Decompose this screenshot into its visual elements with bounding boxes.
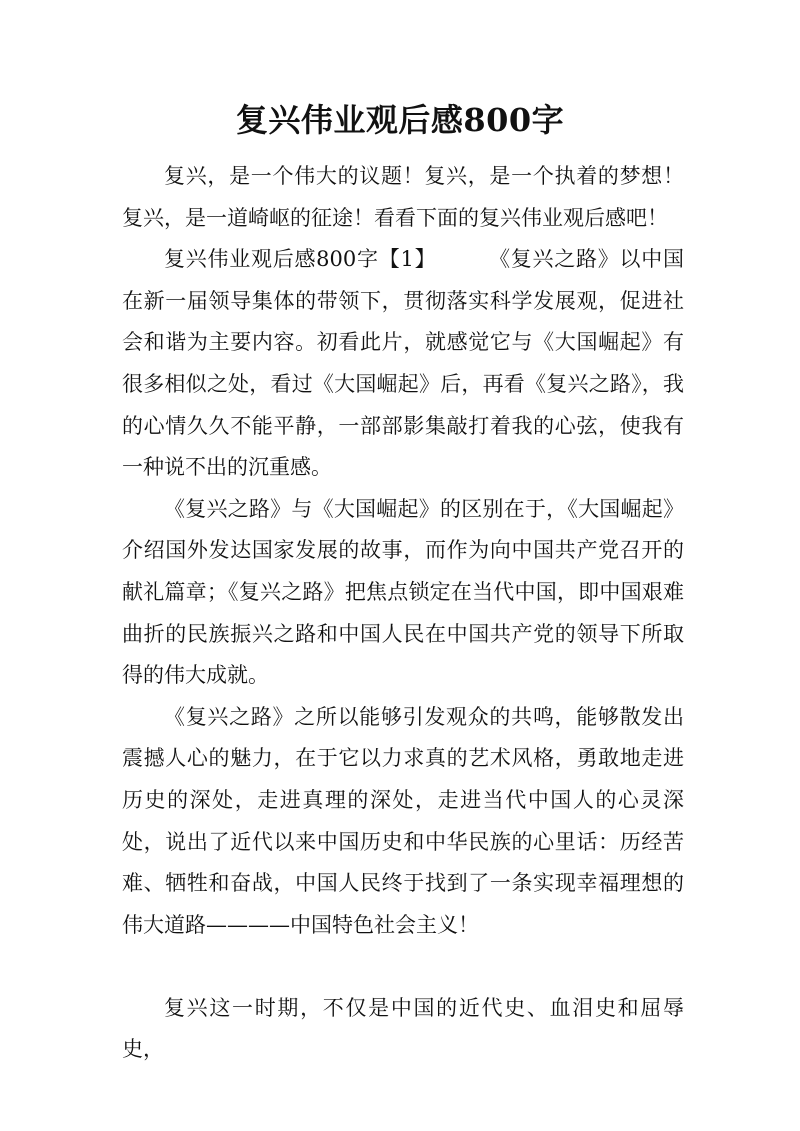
resonance-paragraph: 《复兴之路》之所以能够引发观众的共鸣，能够散发出震撼人心的魅力，在于它以力求真的艺术风格，勇敢地走进历史的深处，走进真理的深处，走进当代中国人的心灵深处，说出了近代以来中国历史和中华民族的心里话：历经苦难、牺牲和奋战，中国人民终于找到了一条实现幸福理想的伟大道路————中国特色社会主义！ <box>122 704 684 937</box>
revival-era-paragraph: 复兴这一时期，不仅是中国的近代史、血泪史和屈辱史， <box>122 995 684 1062</box>
section-body-text: 在新一届领导集体的带领下，贯彻落实科学发展观，促进社会和谐为主要内容。初看此片，就感觉它与《大国崛起》有很多相似之处，看过《大国崛起》后，再看《复兴之路》，我的心情久久不能平静，一部部影集敲打着我的心弦，使我有一种说不出的沉重感。 <box>122 288 684 480</box>
comparison-paragraph: 《复兴之路》与《大国崛起》的区别在于，《大国崛起》介绍国外发达国家发展的故事，而作为向中国共产党召开的献礼篇章；《复兴之路》把焦点锁定在当代中国，即中国艰难曲折的民族振兴之路和中国人民在中国共产党的领导下所取得的伟大成就。 <box>122 496 684 688</box>
section-heading: 复兴伟业观后感800字【1】 <box>164 247 437 272</box>
document-title: 复兴伟业观后感800字 <box>235 101 565 139</box>
document-body <box>122 156 684 1071</box>
section-1-paragraph <box>122 239 684 489</box>
section-lead-text: 《复兴之路》以中国 <box>488 247 684 272</box>
intro-paragraph: 复兴，是一个伟大的议题！复兴，是一个执着的梦想！复兴，是一道崎岖的征途！看看下面的复兴伟业观后感吧！ <box>122 164 684 230</box>
